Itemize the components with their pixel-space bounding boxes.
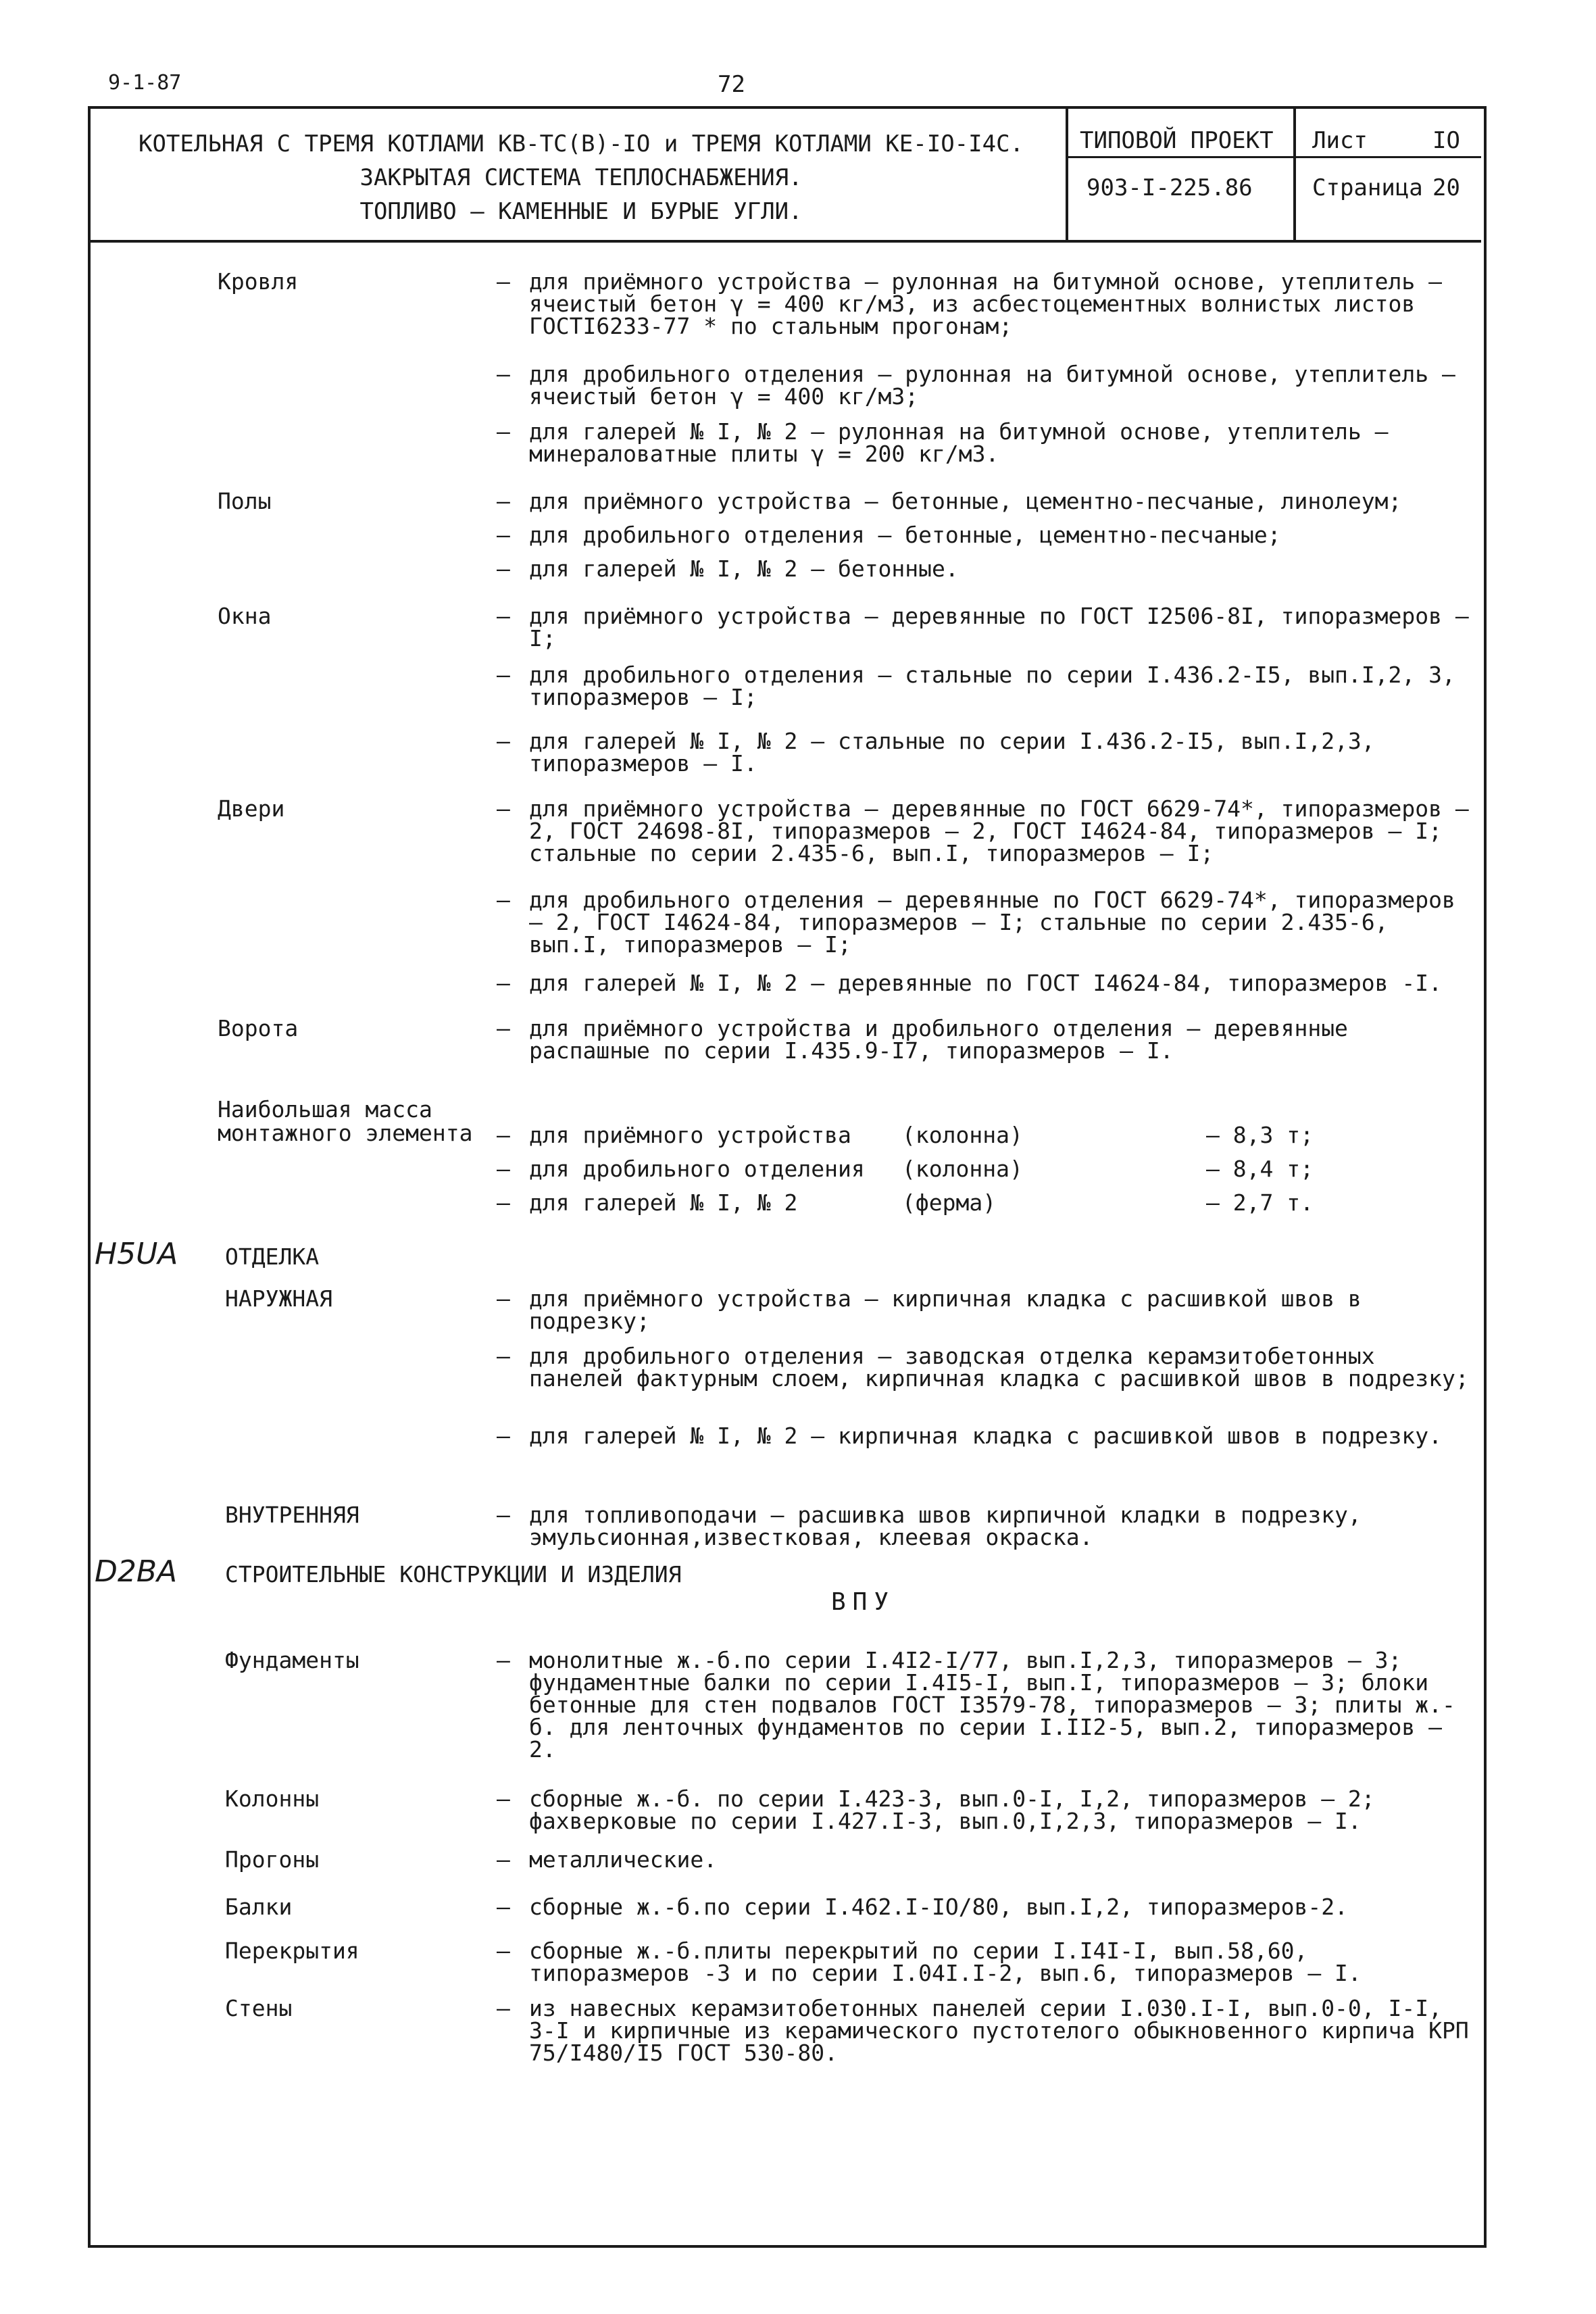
- beams-item: – сборные ж.-б.по серии I.462.I-IO/80, вып.I,2, типоразмеров-2.: [497, 1894, 1348, 1920]
- title-divider: [1068, 156, 1481, 158]
- title-divider: [1293, 106, 1296, 240]
- purlins-label: Прогоны: [225, 1846, 320, 1873]
- project-type-label: ТИПОВОЙ ПРОЕКТ: [1080, 127, 1274, 154]
- page-label: Страница: [1312, 174, 1423, 201]
- mass-row-name: для галерей № I, № 2: [529, 1189, 798, 1216]
- doors-label: Двери: [218, 795, 285, 822]
- mass-row-name: для дробильного отделения: [529, 1156, 865, 1182]
- mass-row-type: (колонна): [902, 1122, 1023, 1148]
- walls-label: Стены: [225, 1995, 293, 2021]
- gates-label: Ворота: [218, 1015, 299, 1041]
- windows-item: – для дробильного отделения – стальные по серии I.436.2-I5, вып.I,2, 3, типоразмеров – I;: [497, 662, 1455, 710]
- floors-item: – для дробильного отделения – бетонные, цементно-песчаные;: [497, 522, 1281, 548]
- section-subtitle: ВПУ: [831, 1588, 896, 1616]
- sheet-number: IO: [1432, 127, 1460, 154]
- columns-label: Колонны: [225, 1786, 320, 1812]
- windows-label: Окна: [218, 603, 272, 629]
- mass-row: [497, 1122, 1314, 1148]
- slabs-item: – сборные ж.-б.плиты перекрытий по серии I.I4I-I, вып.58,60, типоразмеров -3 и по серии I.04I.I-2, вып.6, типоразмеров – I.: [497, 1938, 1362, 1986]
- windows-item: – для приёмного устройства – деревянные по ГОСТ I2506-8I, типоразмеров – I;: [497, 603, 1469, 651]
- inner-finish-label: ВНУТРЕННЯЯ: [225, 1502, 359, 1528]
- mass-row-value: – 2,7 т.: [1206, 1189, 1314, 1216]
- project-title-line: КОТЕЛЬНАЯ С ТРЕМЯ КОТЛАМИ КВ-ТС(В)-IO и ТРЕМЯ КОТЛАМИ КЕ-IO-I4С.: [138, 130, 1024, 157]
- section-title: ОТДЕЛКА: [225, 1244, 320, 1270]
- mass-row-type: (колонна): [902, 1156, 1023, 1182]
- foundations-item: – монолитные ж.-б.по серии I.4I2-I/77, вып.I,2,3, типоразмеров – 3; фундаментные балки по серии I.4I5-I, вып.I, типоразмеров – 3; блоки бетонные для стен подвалов ГОСТ I3579-78, типоразмеров – 3; плиты ж.-б. для ленточных фундаментов по серии I.II2-5, вып.2, типоразмеров – 2.: [497, 1647, 1455, 1763]
- mass-dash: –: [497, 1122, 510, 1148]
- inner-finish-item: – для топливоподачи – расшивка швов кирпичной кладки в подрезку, эмульсионная,известковая, клеевая окраска.: [497, 1502, 1362, 1550]
- doors-item: – для дробильного отделения – деревянные по ГОСТ 6629-74*, типоразмеров – 2, ГОСТ I4624-84, типоразмеров – I; стальные по серии 2.435-6, вып.I, типоразмеров – I;: [497, 887, 1455, 958]
- mass-row: [497, 1189, 1314, 1216]
- project-title-line: ТОПЛИВО – КАМЕННЫЕ И БУРЫЕ УГЛИ.: [359, 198, 803, 225]
- windows-item: – для галерей № I, № 2 – стальные по серии I.436.2-I5, вып.I,2,3, типоразмеров – I.: [497, 728, 1375, 777]
- outer-finish-label: НАРУЖНАЯ: [225, 1285, 332, 1312]
- mass-dash: –: [497, 1189, 510, 1216]
- project-title: [101, 127, 1061, 228]
- roof-item: – для галерей № I, № 2 – рулонная на битумной основе, утеплитель – минераловатные плиты γ = 200 кг/м3.: [497, 418, 1389, 467]
- mass-label: монтажного элемента: [218, 1120, 473, 1146]
- page-number-value: 20: [1432, 174, 1460, 201]
- gates-item: – для приёмного устройства и дробильного отделения – деревянные распашные по серии I.435.9-I7, типоразмеров – I.: [497, 1015, 1348, 1064]
- outer-finish-item: – для приёмного устройства – кирпичная кладка с расшивкой швов в подрезку;: [497, 1285, 1362, 1334]
- section-title: СТРОИТЕЛЬНЫЕ КОНСТРУКЦИИ И ИЗДЕЛИЯ: [225, 1561, 682, 1587]
- roof-item: – для дробильного отделения – рулонная на битумной основе, утеплитель – ячеистый бетон γ = 400 кг/м3;: [497, 361, 1455, 410]
- outer-finish-item: – для галерей № I, № 2 – кирпичная кладка с расшивкой швов в подрезку.: [497, 1423, 1443, 1449]
- mass-row-type: (ферма): [902, 1189, 997, 1216]
- doors-item: – для приёмного устройства – деревянные по ГОСТ 6629-74*, типоразмеров – 2, ГОСТ 24698-8I, типоразмеров – 2, ГОСТ I4624-84, типоразмеров – I; стальные по серии 2.435-6, вып.I, типоразмеров – I;: [497, 795, 1469, 866]
- floors-label: Полы: [218, 488, 272, 514]
- purlins-item: – металлические.: [497, 1846, 718, 1873]
- floors-item: – для галерей № I, № 2 – бетонные.: [497, 556, 959, 582]
- project-number: 903-I-225.86: [1087, 174, 1253, 201]
- mass-dash: –: [497, 1156, 510, 1182]
- foundations-label: Фундаменты: [225, 1647, 359, 1673]
- margin-code: D2ВА: [95, 1554, 178, 1589]
- mass-row-name: для приёмного устройства: [529, 1122, 851, 1148]
- slabs-label: Перекрытия: [225, 1938, 359, 1964]
- sheet-label: Лист: [1312, 127, 1368, 154]
- doors-item: – для галерей № I, № 2 – деревянные по ГОСТ I4624-84, типоразмеров -I.: [497, 970, 1443, 996]
- roof-label: Кровля: [218, 268, 299, 295]
- project-title-line: ЗАКРЫТАЯ СИСТЕМА ТЕПЛОСНАБЖЕНИЯ.: [359, 164, 803, 191]
- columns-item: – сборные ж.-б. по серии I.423-3, вып.0-I, I,2, типоразмеров – 2; фахверковые по серии I.427.I-3, вып.0,I,2,3, типоразмеров – I.: [497, 1786, 1375, 1834]
- mass-label: Наибольшая масса: [218, 1096, 432, 1123]
- page-number: 72: [718, 71, 745, 98]
- document-code: 9-1-87: [108, 71, 182, 95]
- outer-finish-item: – для дробильного отделения – заводская отделка керамзитобетонных панелей фактурным слоем, кирпичная кладка с расшивкой швов в подрезку;: [497, 1343, 1469, 1392]
- floors-item: – для приёмного устройства – бетонные, цементно-песчаные, линолеум;: [497, 488, 1402, 514]
- mass-row: [497, 1156, 1314, 1182]
- title-divider: [1066, 106, 1068, 240]
- margin-code: Н5UА: [95, 1237, 178, 1271]
- mass-row-value: – 8,4 т;: [1206, 1156, 1314, 1182]
- beams-label: Балки: [225, 1894, 293, 1920]
- mass-row-value: – 8,3 т;: [1206, 1122, 1314, 1148]
- roof-item: – для приёмного устройства – рулонная на битумной основе, утеплитель – ячеистый бетон γ = 400 кг/м3, из асбестоцементных волнистых листов ГОСТI6233-77 * по стальным прогонам;: [497, 268, 1443, 339]
- walls-item: – из навесных керамзитобетонных панелей серии I.030.I-I, вып.0-0, I-I, 3-I и кирпичные из керамического пустотелого обыкновенного кирпича КРП 75/I480/I5 ГОСТ 530-80.: [497, 1995, 1469, 2066]
